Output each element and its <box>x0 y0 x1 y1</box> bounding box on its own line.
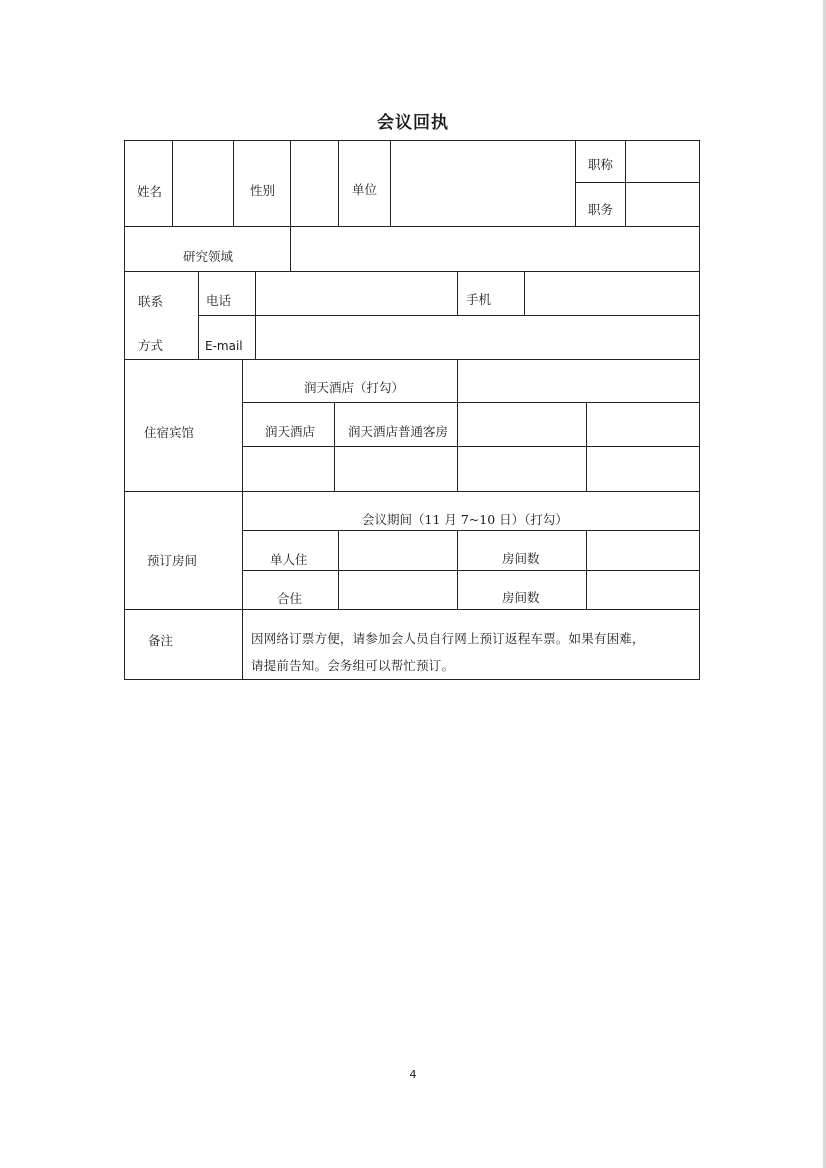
table-line <box>233 140 234 227</box>
table-line <box>124 226 700 227</box>
booking-label: 预订房间 <box>147 553 198 568</box>
table-line <box>586 530 587 610</box>
table-line <box>586 402 587 492</box>
page-number: 4 <box>409 1068 417 1081</box>
position-label: 职务 <box>588 202 614 217</box>
notes-label: 备注 <box>148 633 174 648</box>
table-line <box>255 271 256 360</box>
page-title: 会议回执 <box>377 113 449 133</box>
table-line <box>242 570 700 571</box>
hotel-check-label: 润天酒店（打勾） <box>304 380 405 395</box>
gender-label: 性别 <box>250 183 276 198</box>
table-border-left <box>124 140 125 680</box>
job-title-label: 职称 <box>588 157 614 172</box>
table-line <box>457 271 458 316</box>
table-line <box>290 226 291 272</box>
table-line <box>198 315 700 316</box>
notes-text-line2: 请提前告知。会务组可以帮忙预订。 <box>251 658 455 673</box>
table-line <box>457 530 458 610</box>
table-line <box>198 271 199 360</box>
table-line <box>242 530 700 531</box>
table-line <box>575 182 700 183</box>
meeting-period-label: 会议期间（11 月 7~10 日）（打勾） <box>362 512 568 527</box>
shared-room-label: 合住 <box>277 591 303 606</box>
table-line <box>242 446 700 447</box>
table-line <box>124 359 700 360</box>
hotel-name: 润天酒店 <box>265 424 316 439</box>
table-line <box>390 140 391 227</box>
table-line <box>575 140 576 227</box>
unit-label: 单位 <box>352 182 378 197</box>
room-count-label-2: 房间数 <box>502 590 540 605</box>
table-line <box>338 530 339 610</box>
name-label: 姓名 <box>137 184 163 199</box>
email-label: E-mail <box>205 339 243 353</box>
table-border-top <box>124 140 700 141</box>
table-line <box>124 271 700 272</box>
mobile-label: 手机 <box>466 292 492 307</box>
room-type: 润天酒店普通客房 <box>348 424 449 439</box>
table-line <box>338 140 339 227</box>
research-field-label: 研究领域 <box>183 249 234 264</box>
table-line <box>334 402 335 492</box>
notes-text-line1: 因网络订票方便，请参加会人员自行网上预订返程车票。如果有困难， <box>251 631 645 646</box>
table-line <box>290 140 291 227</box>
table-line <box>524 271 525 316</box>
table-line <box>124 491 700 492</box>
phone-label: 电话 <box>206 293 232 308</box>
table-line <box>457 359 458 492</box>
single-room-label: 单人住 <box>270 552 308 567</box>
table-line <box>242 402 700 403</box>
contact-label-line1: 联系 <box>138 294 164 309</box>
table-border-right <box>699 140 700 680</box>
table-line <box>242 359 243 680</box>
table-border-bottom <box>124 679 700 680</box>
contact-label-line2: 方式 <box>138 338 164 353</box>
table-line <box>172 140 173 227</box>
table-line <box>625 140 626 227</box>
hotel-label: 住宿宾馆 <box>144 425 195 440</box>
room-count-label-1: 房间数 <box>502 551 540 566</box>
table-line <box>124 609 700 610</box>
